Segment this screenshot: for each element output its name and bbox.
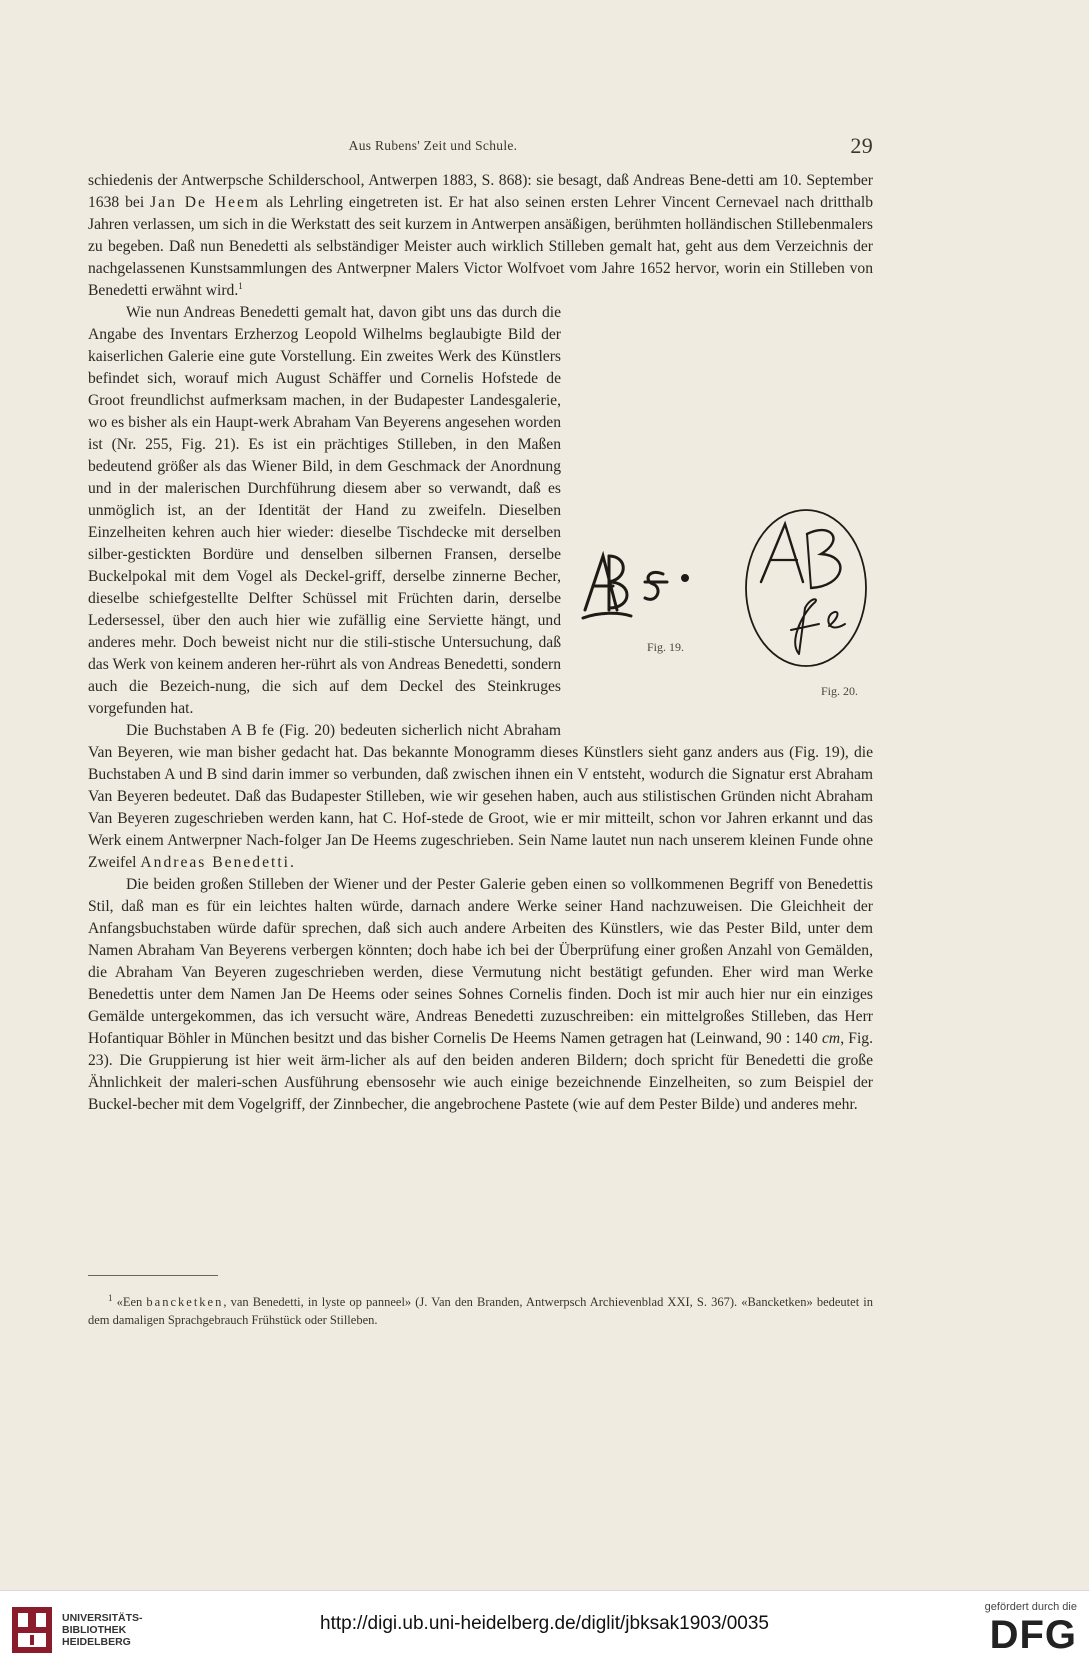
footnotes [88, 1293, 873, 1329]
fig20-caption: Fig. 20. [821, 684, 859, 698]
paragraph-4-text-cont: , Fig. 23). Die Gruppierung ist hier weit ärm-licher als auf den beiden anderen Bildern; doch spricht für Benedetti die große Ähnlichkeit der maleri-schen Ausführung ebensosehr wie auch einige bezeichnende Einzelheiten, so zum Beispiel der Buckel-becher mit dem Vogelgriff, der Zinnbecher, die angebrochene Pastete (wie auf dem Pester Bilde) und anderes mehr. [88, 1030, 873, 1113]
paragraph-1-name: Jan De Heem [150, 194, 261, 211]
viewer-footer [0, 1590, 1089, 1672]
library-name-line-2: BIBLIOTHEK [62, 1624, 127, 1636]
paragraph-1-text-cont: als Lehrling eingetreten ist. Er hat also seinen ersten Lehrer Vincent Cernevael nach dritthalb Jahren verlassen, um sich in die Werkstatt des seit kurzem in Antwerpen ansäßigen, berühmten holländischen Stillebenmalers zu begeben. Daß nun Benedetti als selbständiger Meister auch wirklich Stilleben gemalt hat, geht aus dem Verzeichnis der nachgelassenen Kunstsammlungen des Antwerpner Malers Victor Wolfvoet vom Jahre 1652 hervor, worin ein Stilleben von Benedetti erwähnt wird. [88, 194, 874, 299]
running-head-title: Aus Rubens' Zeit und Schule. [348, 138, 518, 153]
dfg-logo[interactable] [985, 1601, 1077, 1657]
sponsor-name: DFG [989, 1613, 1077, 1657]
paragraph-1 [88, 170, 873, 302]
paragraph-3 [88, 720, 873, 874]
paragraph-3-text: Die Buchstaben A B fe (Fig. 20) bedeuten sicherlich nicht Abraham Van Beyeren, wie man bisher gedacht hat. Das bekannte Monogramm dieses Künstlers sieht ganz anders aus (Fig. 19), die Buchstaben A und B sind darin immer so verbunden, daß zwischen ihnen ein V entsteht, wodurch die Signatur erst Abraham Van Beyeren bedeutet. Daß das Budapester Stilleben, wie wir gesehen haben, auch aus stilistischen Gründen nicht Abraham Van Beyeren zugeschrieben werden kann, hat C. Hof-stede de Groot, wie er mir mitteilt, schon vor Jahren erkannt und das Werk einem Antwerpner Nach-folger Jan De Heems zugeschrieben. Sein Name lautet nun nach unserem kleinen Funde ohne Zweifel [88, 722, 873, 871]
fig19-caption: Fig. 19. [647, 640, 685, 654]
body-text [88, 170, 873, 1116]
monogram-fig19-image [579, 538, 699, 628]
footnote-1-pre: «Een [112, 1295, 147, 1309]
paragraph-3-name: Andreas Benedetti. [140, 854, 296, 871]
footnote-1-spaced: bancketken [146, 1295, 224, 1309]
monogram-fig20-image [741, 504, 871, 670]
paragraph-4 [88, 874, 873, 1116]
monogram-figures [573, 498, 873, 730]
footnote-1-text: , van Benedetti, in lyste op panneel» (J. Van den Branden, Antwerpsch Archievenblad XXI, S. 367). «Bancketken» bedeutet in dem damaligen Sprachgebrauch Frühstück oder Stilleben. [88, 1295, 874, 1327]
library-name-line-3: HEIDELBERG [62, 1636, 131, 1648]
footnote-marker: 1 [108, 1292, 113, 1303]
library-name-line-1: UNIVERSITÄTS- [62, 1612, 143, 1624]
sponsor-label: gefördert durch die [984, 1601, 1077, 1613]
paragraph-1-text: schiedenis der Antwerpsche Schilderschool, Antwerpen 1883, S. 868): sie besagt, daß Andreas Bene-detti am 10. September 1638 bei [88, 172, 873, 211]
footnote-1 [88, 1293, 873, 1329]
permalink-url[interactable]: http://digi.ub.uni-heidelberg.de/diglit/jbksak1903/0035 [320, 1613, 769, 1634]
paragraph-2 [88, 302, 873, 720]
paragraph-4-text: Die beiden großen Stilleben der Wiener und der Pester Galerie geben einen so vollkommenen Begriff von Benedettis Stil, daß man es für ein leichtes halten würde, darnach andere Werke seiner Hand nachzuweisen. Die Gleichheit der Anfangsbuchstaben würde dafür sprechen, daß sich auch andere Arbeiten des Künstlers, wie das Pester Bild, unter dem Namen Abraham Van Beyerens verbergen könnten; doch habe ich bei der Überprüfung einer großen Anzahl von Gemälden, die Abraham Van Beyeren zugeschrieben werden, diese Vermutung nicht bestätigt gefunden. Eher wird man Werke Benedettis unter dem Namen Jan De Heems oder seines Sohnes Cornelis finden. Doch ist mir auch hier nur ein einziges Gemälde untergekommen, das ich versucht wäre, Andreas Benedetti zuzuschreiben: ein mittelgroßes Stilleben, das Herr Hofantiquar Böhler in München besitzt und das bisher Cornelis De Heems Namen getragen hat (Leinwand, 90 : 140 [88, 876, 873, 1047]
paragraph-2-text: Wie nun Andreas Benedetti gemalt hat, davon gibt uns das durch die Angabe des Inventars Erzherzog Leopold Wilhelms beglaubigte Bild der kaiserlichen Galerie eine gute Vorstellung. Ein zweites Werk des Künstlers befindet sich, worauf mich August Schäffer und Cornelis Hofstede de Groot freundlichst aufmerksam machen, in der Budapester Landesgalerie, wo es bisher als ein Haupt-werk Abraham Van Beyerens angesehen worden ist (Nr. 255, Fig. 21). Es ist ein prächtiges Stilleben, in den Maßen bedeutend größer als das Wiener Bild, in dem Geschmack der Anordnung und in der malerischen Durchführung diesem aber so verwandt, daß es unmöglich ist, an der Identität der Hand zu zweifeln. Dieselben Einzelheiten kehren auch hier wieder: dieselbe Tischdecke mit derselben silber-gestickten Bordüre und denselben silbernen Fransen, derselbe Buckelpokal mit dem Vogel als Deckel-griff, derselbe zinnerne Becher, dieselbe schiefgestellte Delfter Schüssel mit Früchten darin, derselbe Ledersessel, über den auch hier wie zufällig eine Serviette hängt, und anderes mehr. Doch beweist nicht nur die stili-stische Untersuchung, daß das Werk von keinem anderen her-rührt als von Andreas Benedetti, sondern auch die Bezeich-nung, die sich auf dem Deckel des Steinkruges vorgefunden hat. [88, 304, 561, 717]
footnote-reference[interactable]: 1 [238, 280, 243, 291]
paragraph-4-unit: cm [822, 1030, 841, 1047]
page-number: 29 [850, 133, 873, 158]
footnote-divider [88, 1275, 218, 1276]
